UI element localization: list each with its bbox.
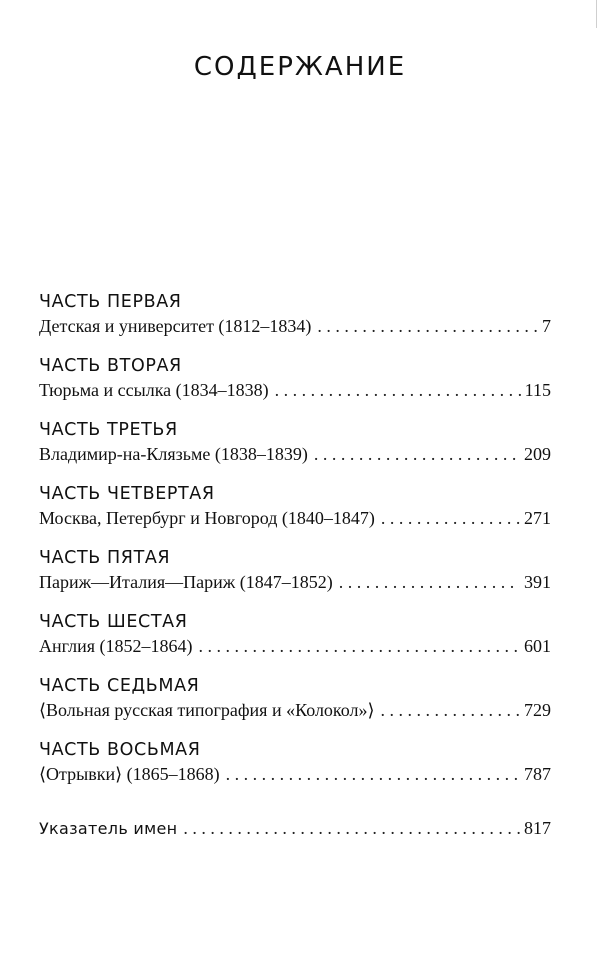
dot-leader [198,634,520,658]
entry-title: Париж—Италия—Париж (1847–1852) [39,572,333,592]
toc-entry[interactable] [39,442,551,466]
toc-part-8 [39,739,551,786]
page-number: 391 [524,572,551,592]
toc-entry[interactable] [39,314,551,338]
page-number: 115 [524,380,551,400]
toc-entry[interactable] [39,378,551,402]
toc-part-3 [39,419,551,466]
part-heading: ЧАСТЬ СЕДЬМАЯ [39,676,200,696]
page-number: 7 [542,316,551,336]
page-number: 817 [524,818,551,838]
toc-part-4 [39,483,551,530]
toc-entry[interactable] [39,762,551,786]
part-heading: ЧАСТЬ ПЯТАЯ [39,548,171,568]
toc-entry[interactable] [39,634,551,658]
page-number: 729 [524,700,551,720]
dot-leader [183,816,520,840]
entry-title: ⟨Отрывки⟩ (1865–1868) [39,764,220,784]
page-number: 787 [524,764,551,784]
dot-leader [381,506,520,530]
dot-leader [226,762,520,786]
part-heading: ЧАСТЬ ШЕСТАЯ [39,612,188,632]
part-heading: ЧАСТЬ ВОСЬМАЯ [39,740,201,760]
toc-part-2 [39,355,551,402]
toc-part-5 [39,547,551,594]
entry-title: Тюрьма и ссылка (1834–1838) [39,380,269,400]
dot-leader [381,698,520,722]
entry-title: Англия (1852–1864) [39,636,193,656]
toc-index [39,816,551,840]
toc-part-6 [39,611,551,658]
page-title: СОДЕРЖАНИЕ [193,52,407,82]
dot-leader [339,570,520,594]
part-heading: ЧАСТЬ ВТОРАЯ [39,356,182,376]
toc-entry-index[interactable] [39,816,551,840]
dot-leader [275,378,521,402]
dot-leader [314,442,520,466]
dot-leader [317,314,538,338]
entry-title: ⟨Вольная русская типография и «Колокол»⟩ [39,700,375,720]
page-number: 601 [524,636,551,656]
table-of-contents [39,291,551,840]
entry-title: Указатель имен [39,819,178,838]
entry-title: Детская и университет (1812–1834) [39,316,312,336]
toc-entry[interactable] [39,570,551,594]
page-edge-line [596,0,597,28]
toc-entry[interactable] [39,698,551,722]
entry-title: Москва, Петербург и Новгород (1840–1847) [39,508,375,528]
part-heading: ЧАСТЬ ПЕРВАЯ [39,292,182,312]
page-number: 209 [524,444,551,464]
part-heading: ЧАСТЬ ТРЕТЬЯ [39,420,178,440]
toc-part-1 [39,291,551,338]
toc-entry[interactable] [39,506,551,530]
toc-part-7 [39,675,551,722]
page-number: 271 [524,508,551,528]
part-heading: ЧАСТЬ ЧЕТВЕРТАЯ [39,484,215,504]
entry-title: Владимир-на-Клязьме (1838–1839) [39,444,308,464]
